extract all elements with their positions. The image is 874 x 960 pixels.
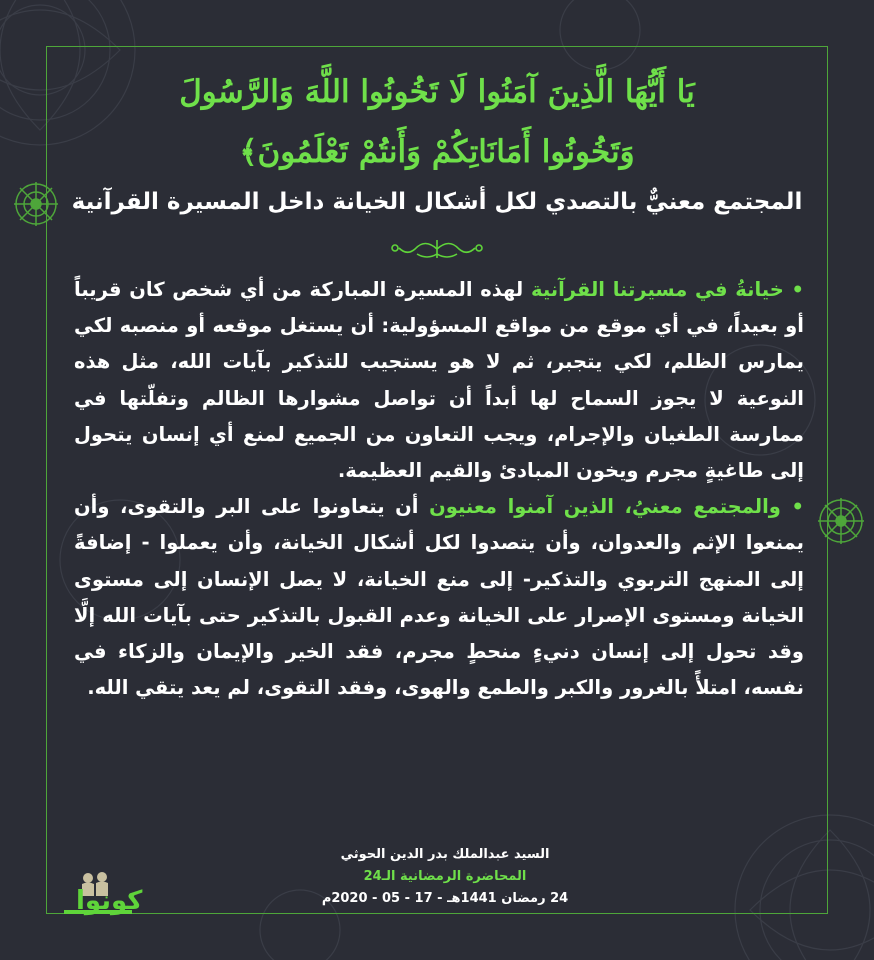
paragraph-1-text: لهذه المسيرة المباركة من أي شخص كان قريباً أو بعيداً، في أي موقع من مواقع المسؤولية: أن يستغل موقعه أو منصبه لكي يمارس الظلم، لكي يتجبر، ثم لا هو يستجيب للتذكير بآيات الله، مثل هذه النوعية لا يجوز السماح لها أبداً أن تواصل مشوارها الظالم وتفلّتها في ممارسة الطغيان والإجرام، ويجب التعاون من الجميع لمنع أي إنسان يتحول إلى طاغيةٍ مجرم ويخون المبادئ والقيم العظيمة. — [74, 278, 804, 483]
paragraph-1-bullet: • — [791, 278, 804, 301]
ornament-divider-icon — [387, 236, 487, 262]
logo-text: كونوا — [76, 886, 143, 916]
signature — [300, 844, 590, 910]
verse-line-1: يَا أَيُّهَا الَّذِينَ آمَنُوا لَا تَخُونُوا اللَّهَ وَالرَّسُولَ — [179, 74, 695, 110]
paragraph-2-bullet: • — [791, 495, 804, 519]
headline: المجتمع معنيٌّ بالتصدي لكل أشكال الخيانة داخل المسيرة القرآنية — [71, 189, 803, 215]
speaker-name: السيد عبدالملك بدر الدين الحوثي — [340, 847, 550, 862]
quran-verse — [70, 62, 804, 182]
lecture-title: المحاضرة الرمضانية الـ24 — [363, 869, 527, 884]
people-logo-icon — [58, 868, 143, 924]
paragraph-2 — [74, 489, 804, 706]
paragraph-1 — [74, 272, 804, 489]
paragraph-1-highlight: خيانةُ في مسيرتنا القرآنية — [531, 278, 784, 301]
paragraph-2-text: أن يتعاونوا على البر والتقوى، وأن يمنعوا الإثم والعدوان، وأن يتصدوا لكل أشكال الخيانة، وأن يعملوا - إضافةً إلى المنهج التربوي والتذكير- إلى منع الخيانة، لا يصل الإنسان إلى مستوى الخيانة ومستوى الإصرار على الخيانة وعدم القبول بالتذكير حتى بآيات الله إلَّا وقد تحول إلى إنسان دنيءٍ منحطٍ مجرم، فقد الخير والإيمان والزكاء في نفسه، امتلأً بالغرور والكبر والطمع والهوى، وفقد التقوى، لم يعد يتقي الله. — [74, 495, 804, 700]
paragraph-2-highlight: والمجتمع معنيُ، الذين آمنوا معنيون — [429, 495, 781, 519]
lecture-date: 24 رمضان 1441هـ - 17 - 05 - 2020م — [321, 891, 569, 906]
verse-line-2: وَتَخُونُوا أَمَانَاتِكُمْ وَأَنتُمْ تَعْلَمُونَ﴾ — [239, 134, 635, 170]
body-text — [74, 272, 804, 706]
